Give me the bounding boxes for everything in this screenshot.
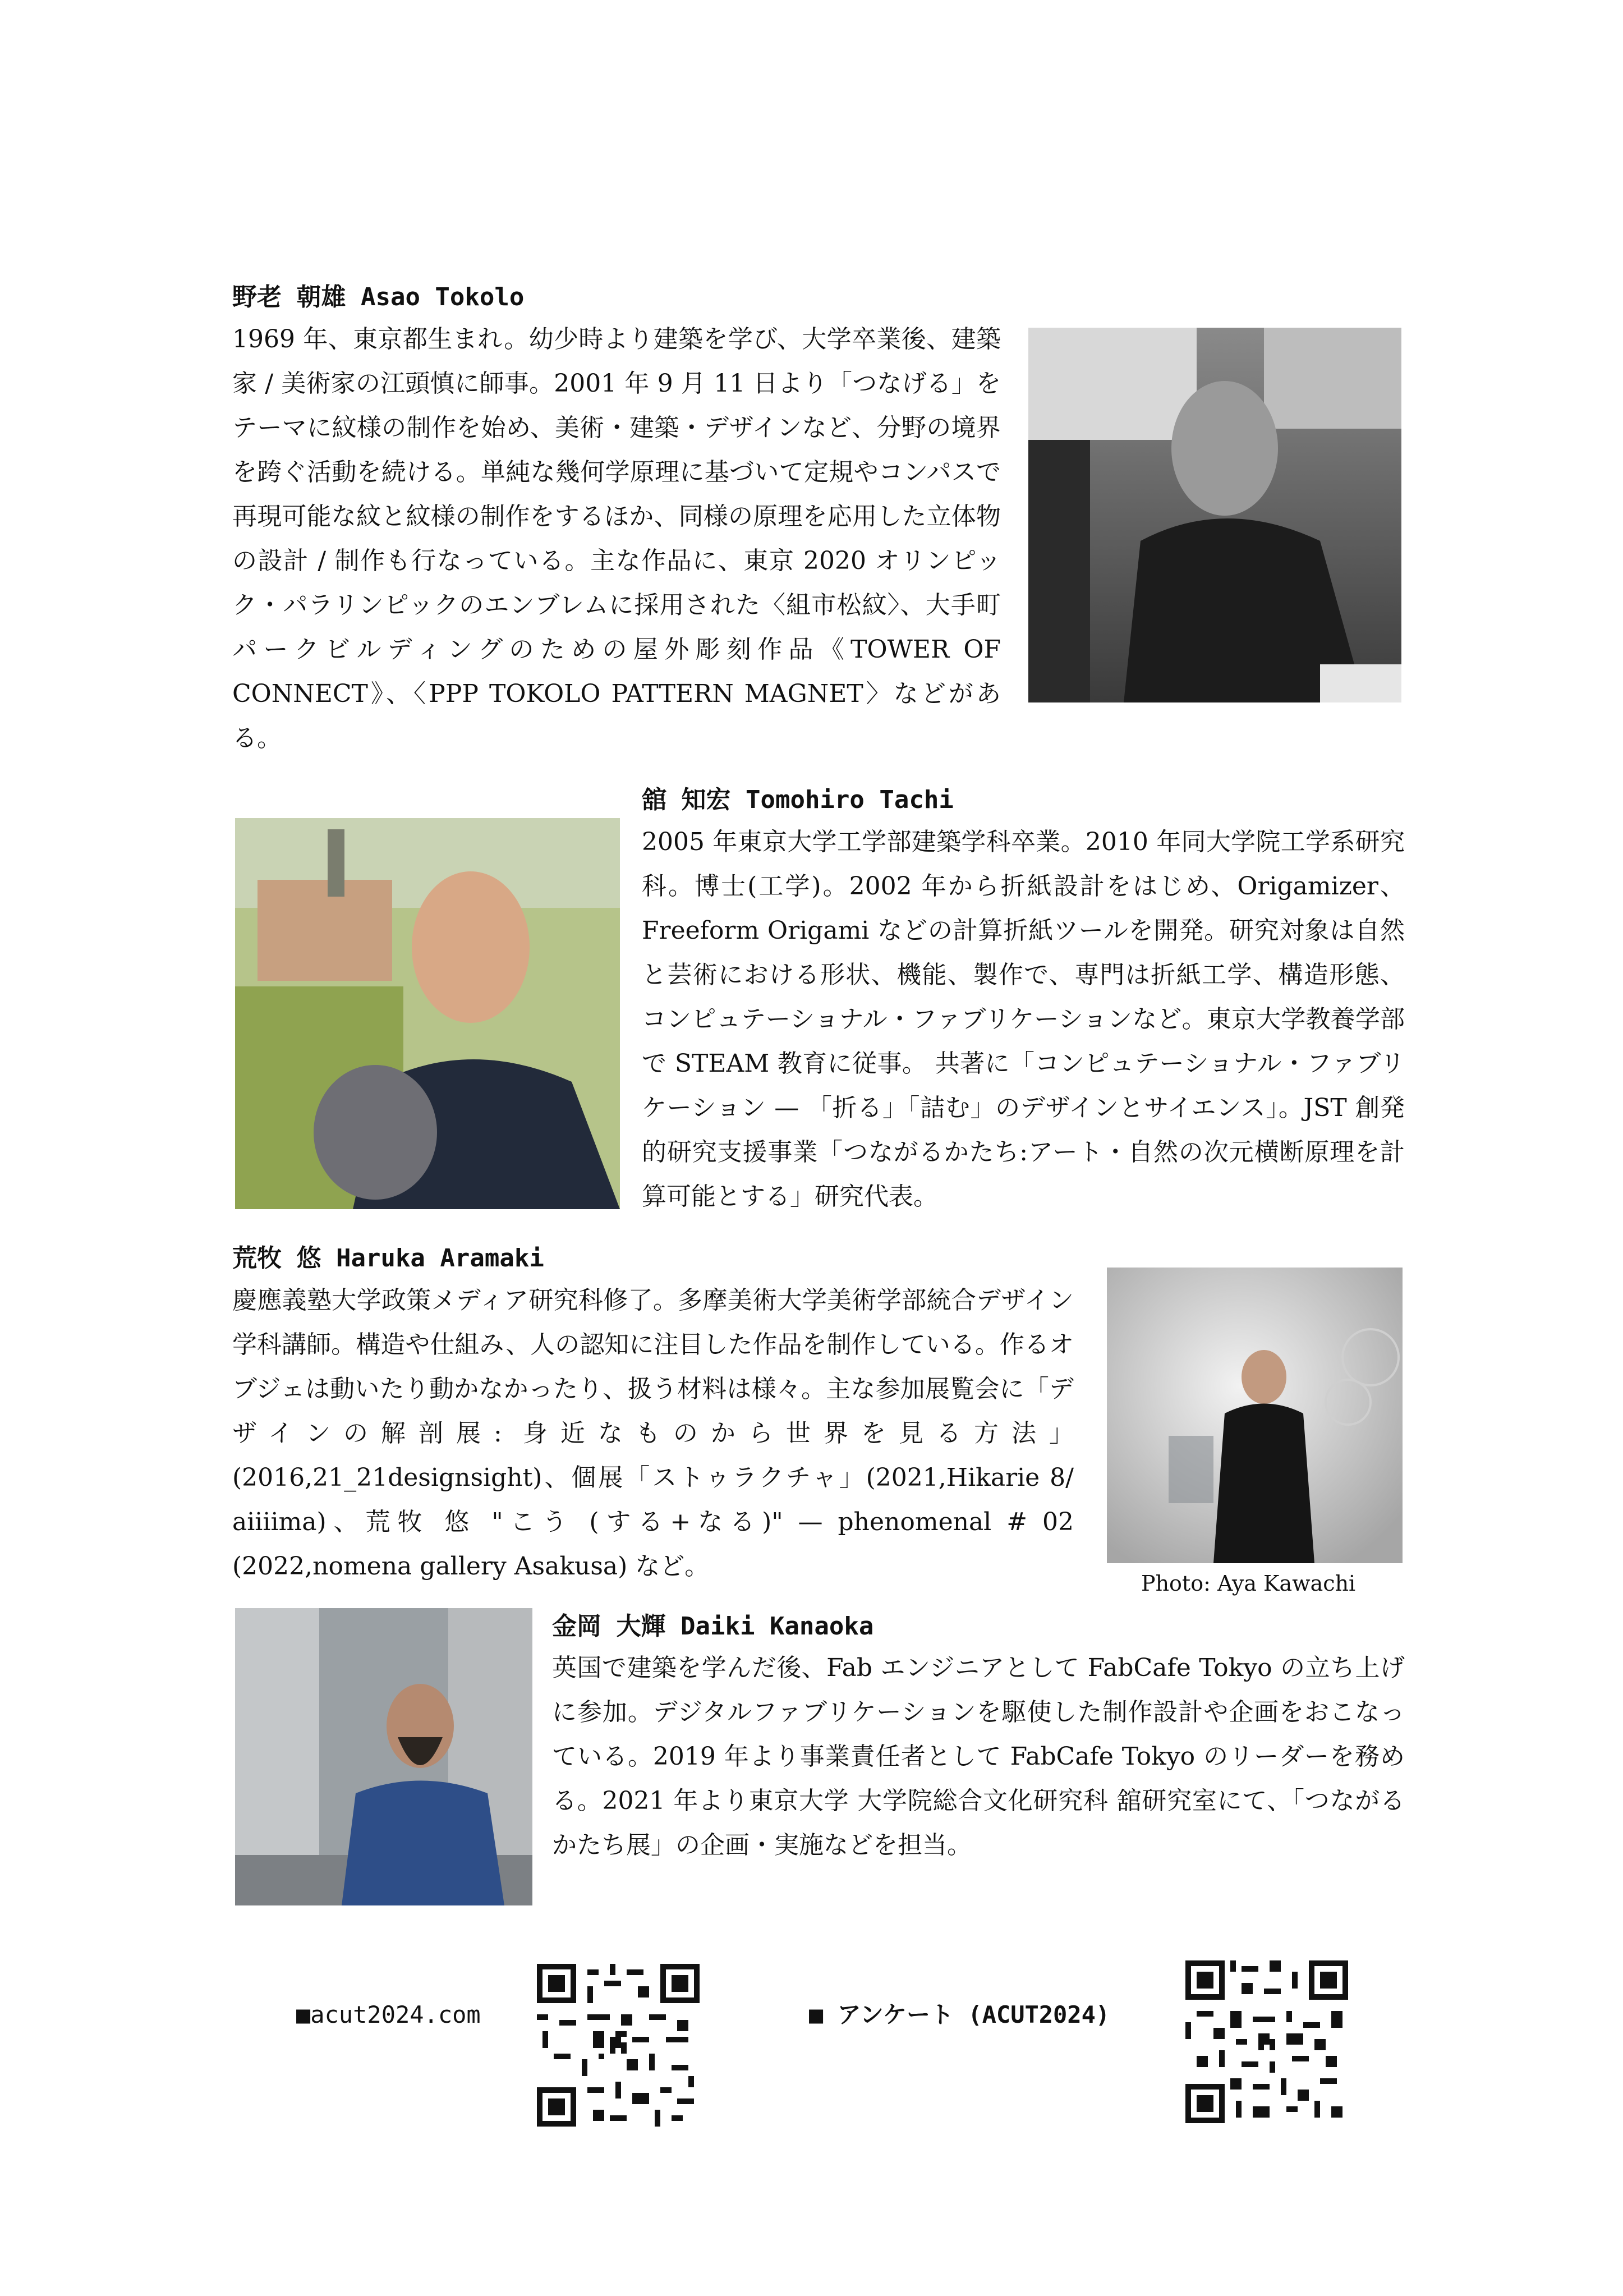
survey-qr-icon[interactable] — [1185, 1960, 1348, 2123]
portrait-aramaki — [1107, 1268, 1403, 1563]
person-bio-aramaki: 慶應義塾大学政策メディア研究科修了。多摩美術大学美術学部統合デザイン学科講師。構造や仕組み、人の認知に注目した作品を制作している。作るオブジェは動いたり動かなかったり、扱う材料は様々。主な参加展覧会に「デザインの解剖展: 身近なものから世界を見る方法」(2016,21_21designsight)、個展「ストゥラクチャ」(2021,Hikarie 8/ aiiiima)、荒牧 悠 "こう (する+なる)" — phenomenal # 02 (2022,nomena gallery Asakusa) など。 — [232, 1286, 1074, 1581]
portrait-tokolo — [1028, 328, 1401, 702]
survey-link[interactable]: ■ アンケート (ACUT2024) — [809, 2001, 1110, 2028]
person-bio-tokolo: 1969 年、東京都生まれ。幼少時より建築を学び、大学卒業後、建築家 / 美術家の江頭慎に師事。2001 年 9 月 11 日より「つなげる」をテーマに紋様の制作を始め、美術・建築・デザインなど、分野の境界を跨ぐ活動を続ける。単純な幾何学原理に基づいて定規やコンパスで再現可能な紋と紋様の制作をするほか、同様の原理を応用した立体物の設計 / 制作も行なっている。主な作品に、東京 2020 オリンピック・パラリンピックのエンブレムに採用された〈組市松紋〉、大手町パークビルディングのための屋外彫刻作品《TOWER OF CONNECT》、〈PPP TOKOLO PATTERN MAGNET〉などがある。 — [232, 325, 1001, 752]
portrait-tachi — [235, 818, 620, 1209]
person-name-kanaoka: 金岡 大輝 Daiki Kanaoka — [552, 1612, 874, 1641]
person-name-tokolo: 野老 朝雄 Asao Tokolo — [232, 283, 525, 311]
person-bio-kanaoka: 英国で建築を学んだ後、Fab エンジニアとして FabCafe Tokyo の立ち上げに参加。デジタルファブリケーションを駆使した制作設計や企画をおこなっている。2019 年より事業責任者として FabCafe Tokyo のリーダーを務める。2021 年より東京大学 大学院総合文化研究科 舘研究室にて、「つながるかたち展」の企画・実施などを担当。 — [552, 1654, 1405, 1859]
website-qr-icon[interactable] — [537, 1964, 700, 2127]
website-link[interactable]: ■acut2024.com — [296, 2001, 481, 2028]
person-name-tachi: 舘 知宏 Tomohiro Tachi — [642, 786, 954, 814]
portrait-kanaoka — [235, 1608, 532, 1905]
person-bio-tachi: 2005 年東京大学工学部建築学科卒業。2010 年同大学院工学系研究科。博士(工学)。2002 年から折紙設計をはじめ、Origamizer、Freeform Origami などの計算折紙ツールを開発。研究対象は自然と芸術における形状、機能、製作で、専門は折紙工学、構造形態、コンピュテーショナル・ファブリケーションなど。東京大学教養学部で STEAM 教育に従事。 共著に「コンピュテーショナル・ファブリケーション — 「折る」「詰む」のデザインとサイエンス」。JST 創発的研究支援事業「つながるかたち:アート・自然の次元横断原理を計算可能とする」研究代表。 — [642, 828, 1405, 1211]
person-name-aramaki: 荒牧 悠 Haruka Aramaki — [232, 1244, 544, 1273]
photo-credit: Photo: Aya Kawachi — [1141, 1571, 1356, 1596]
